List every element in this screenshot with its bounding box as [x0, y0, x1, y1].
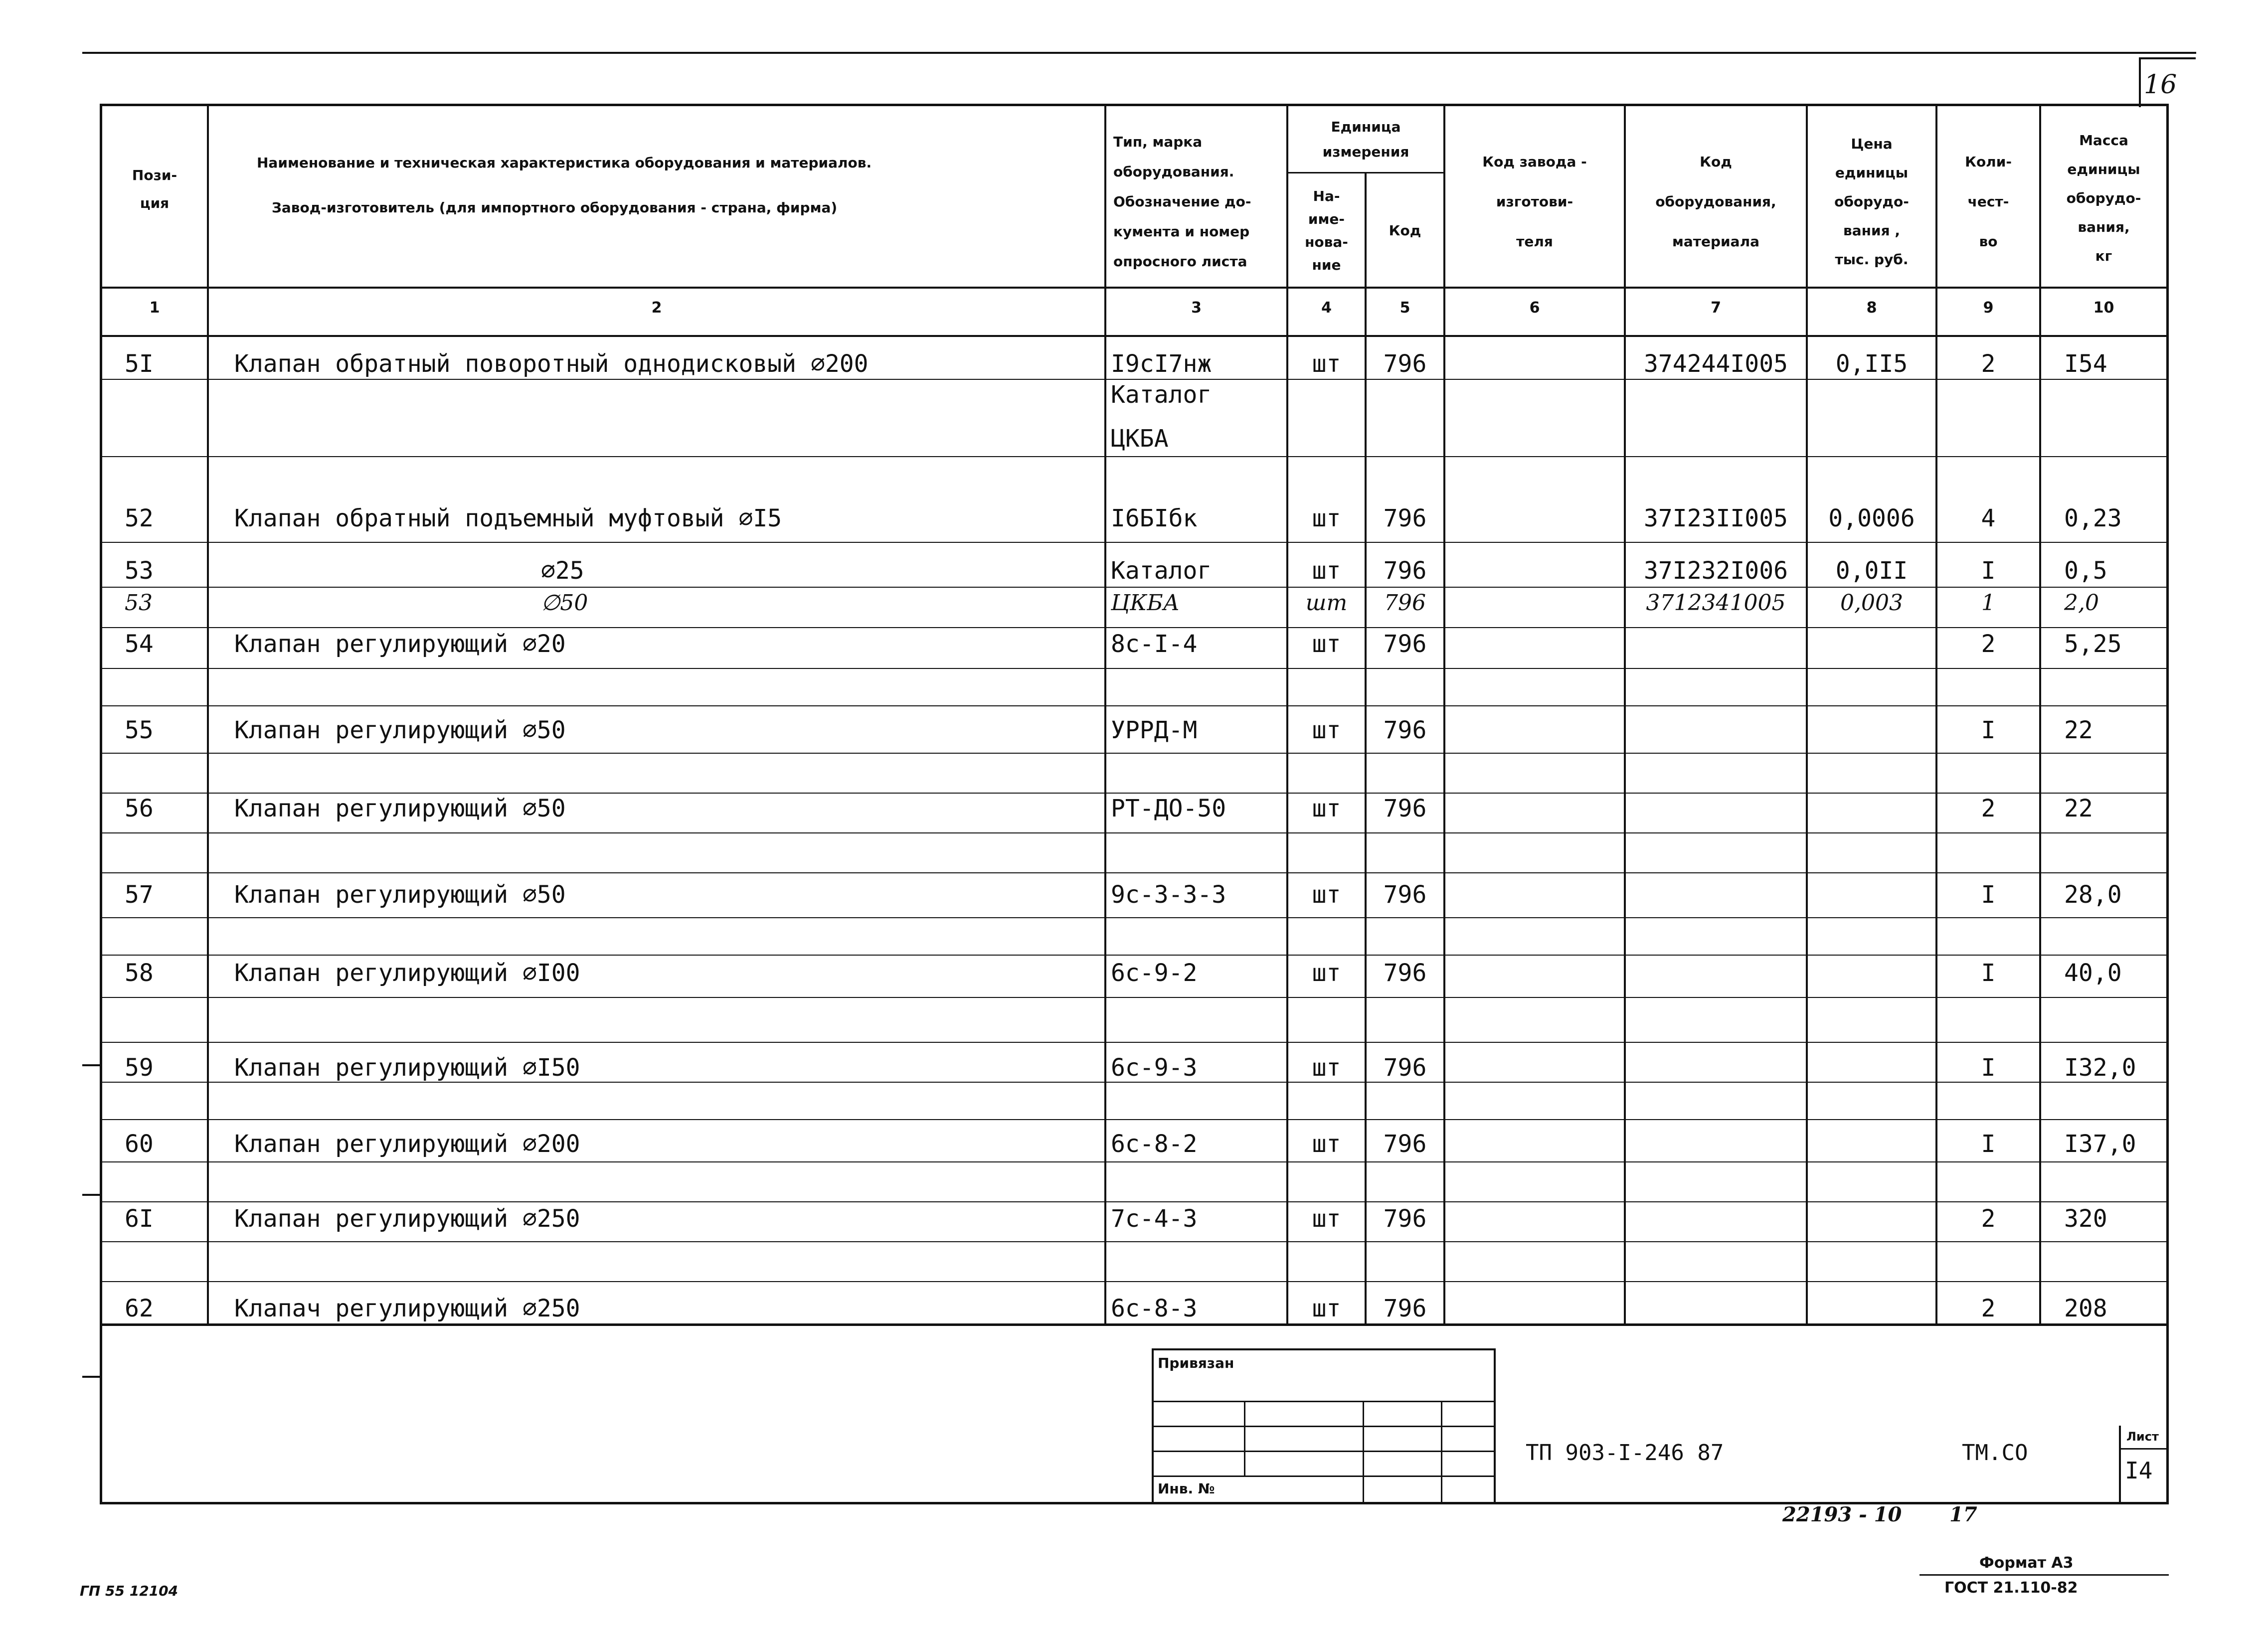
row-rule: [100, 955, 2169, 956]
cell-mass: 28,0: [2064, 881, 2122, 909]
cell-unit-code: 796: [1383, 557, 1427, 585]
footer-rule: [1919, 1574, 2169, 1576]
corner-box-top: [2141, 57, 2196, 59]
cell-price: 0,0006: [1828, 504, 1915, 532]
cell-type: 6с-8-2: [1111, 1130, 1198, 1158]
row-rule: [100, 1241, 2169, 1242]
stamp-rule: [1152, 1451, 1496, 1452]
cell-quantity: I: [1981, 557, 1996, 585]
cell-mass: 0,23: [2064, 504, 2122, 532]
cell-position: 6I: [125, 1205, 154, 1233]
cell-equipment-code: 37I23II005: [1644, 504, 1788, 532]
col-sep-6: [1624, 104, 1626, 1325]
header-quantity: Коли- чест- во: [1965, 154, 2012, 250]
cell-quantity: I: [1981, 1054, 1996, 1082]
corner-box-left: [2139, 57, 2141, 107]
row-rule: [100, 542, 2169, 543]
cell-mass: 40,0: [2064, 959, 2122, 987]
col-sep-9: [2039, 104, 2041, 1325]
cell-name: Клапан обратный подъемный муфтовый ∅I5: [234, 504, 782, 532]
cell-quantity: 1: [1981, 590, 1995, 616]
stamp-col: [1441, 1401, 1442, 1503]
colnum-8: 8: [1866, 299, 1877, 317]
top-rule: [82, 52, 2196, 54]
stamp-col: [1363, 1401, 1364, 1503]
cell-type: 8с-I-4: [1111, 630, 1198, 658]
cell-unit-code: 796: [1383, 1205, 1427, 1233]
row-rule: [100, 1281, 2169, 1282]
sheet-box-rule: [2119, 1448, 2169, 1450]
cell-unit-code: 796: [1383, 350, 1427, 378]
cell-position: 60: [125, 1130, 154, 1158]
stamp-rule: [1152, 1475, 1496, 1477]
cell-quantity: 2: [1981, 1205, 1996, 1233]
cell-equipment-code: 37I232I006: [1644, 557, 1788, 585]
col-sep-5: [1443, 104, 1445, 1325]
cell-position: 56: [125, 795, 154, 822]
col-sep-7: [1806, 104, 1808, 1325]
cell-unit: шт: [1312, 1130, 1341, 1158]
cell-unit: шт: [1312, 630, 1341, 658]
row-rule: [100, 587, 2169, 588]
sheet-value: I4: [2125, 1457, 2153, 1484]
footer-format: Формат А3: [1979, 1554, 2074, 1572]
stamp-col: [1244, 1401, 1245, 1475]
cell-type: ЦКБА: [1111, 425, 1169, 453]
colnum-2: 2: [651, 299, 662, 317]
row-rule: [100, 1201, 2169, 1202]
cell-position: 5I: [125, 350, 154, 378]
cell-name: Клапан регулирующий ∅20: [234, 630, 566, 658]
margin-tick: [82, 1064, 102, 1066]
row-rule: [100, 832, 2169, 833]
stamp-top: [1152, 1348, 1496, 1350]
cell-name: Клапан регулирующий ∅50: [234, 881, 566, 909]
cell-type: Каталог: [1111, 381, 1212, 409]
header-unit-group: Единица измерения: [1322, 119, 1409, 160]
row-rule: [100, 627, 2169, 628]
cell-unit: шт: [1312, 1205, 1341, 1233]
cell-equipment-code: 3712341005: [1646, 590, 1786, 616]
cell-name: ∅25: [541, 557, 584, 585]
row-rule: [100, 1161, 2169, 1162]
cell-unit-code: 796: [1383, 1295, 1427, 1322]
cell-position: 52: [125, 504, 154, 532]
header-name-line1: Наименование и техническая характеристика оборудования и материалов.: [257, 155, 872, 171]
header-unit-name: На- име- нова- ние: [1305, 187, 1348, 273]
row-rule: [100, 1119, 2169, 1120]
cell-unit-code: 796: [1383, 795, 1427, 822]
cell-position: 57: [125, 881, 154, 909]
colnum-3: 3: [1191, 299, 1202, 317]
colnum-6: 6: [1529, 299, 1540, 317]
cell-name: Клапан регулирующий ∅50: [234, 795, 566, 822]
row-rule: [100, 753, 2169, 754]
row-rule: [100, 1042, 2169, 1043]
header-position: Пози- ция: [132, 167, 177, 211]
stamp-inv-label: Инв. №: [1158, 1480, 1215, 1497]
cell-type: 6с-9-3: [1111, 1054, 1198, 1082]
col-sep-1: [207, 104, 209, 1325]
colnum-10: 10: [2093, 299, 2114, 317]
cell-type: РТ-ДО-50: [1111, 795, 1226, 822]
footer-left-code: ГП 55 12104: [80, 1583, 178, 1599]
cell-unit: шт: [1312, 1054, 1341, 1082]
cell-quantity: 4: [1981, 504, 1996, 532]
row-rule: [100, 705, 2169, 706]
cell-name: Клапан обратный поворотный однодисковый ∅200: [234, 350, 869, 378]
cell-name: Клапан регулирующий ∅I50: [234, 1054, 580, 1082]
col-sep-2: [1104, 104, 1106, 1325]
cell-quantity: 2: [1981, 350, 1996, 378]
cell-mass: 5,25: [2064, 630, 2122, 658]
data-bottom: [100, 1323, 2169, 1326]
cell-type: 6с-8-3: [1111, 1295, 1198, 1322]
table-right: [2166, 104, 2169, 1504]
stamp-rule: [1152, 1401, 1496, 1402]
cell-type: УРРД-М: [1111, 716, 1198, 744]
cell-position: 58: [125, 959, 154, 987]
cell-name: Клапач регулирующий ∅250: [234, 1295, 580, 1322]
cell-equipment-code: 374244I005: [1644, 350, 1788, 378]
cell-unit-code: 796: [1383, 959, 1427, 987]
cell-unit-code: 796: [1383, 1054, 1427, 1082]
cell-type: ЦКБА: [1111, 590, 1180, 616]
sheet-box-left: [2119, 1426, 2121, 1503]
colnum-4: 4: [1321, 299, 1332, 317]
cell-mass: 2,0: [2064, 590, 2099, 616]
stamp-bound-label: Привязан: [1158, 1355, 1234, 1371]
margin-tick: [82, 1376, 102, 1378]
row-rule: [100, 872, 2169, 873]
cell-unit-code: 796: [1383, 716, 1427, 744]
header-equipment-code: Код оборудования, материала: [1655, 154, 1776, 250]
cell-mass: I32,0: [2064, 1054, 2136, 1082]
cell-mass: 320: [2064, 1205, 2107, 1233]
cell-name: ∅50: [541, 590, 588, 616]
row-rule: [100, 668, 2169, 669]
cell-unit: шт: [1312, 350, 1341, 378]
header-type: Тип, марка оборудования. Обозначение до- кумента и номер опросного листа: [1113, 134, 1251, 270]
cell-position: 53: [125, 590, 153, 616]
header-name-line2: Завод-изготовитель (для импортного оборудования - страна, фирма): [272, 199, 838, 216]
colnum-5: 5: [1399, 299, 1410, 317]
cell-mass: I37,0: [2064, 1130, 2136, 1158]
footer-gost: ГОСТ 21.110-82: [1944, 1579, 2078, 1597]
cell-unit: шт: [1312, 959, 1341, 987]
unit-group-rule: [1288, 172, 1443, 173]
cell-unit: шт: [1312, 716, 1341, 744]
cell-price: 0,II5: [1835, 350, 1908, 378]
cell-unit-code: 796: [1383, 881, 1427, 909]
colnum-1: 1: [149, 299, 160, 317]
cell-mass: 0,5: [2064, 557, 2107, 585]
handwritten-note-right: 17: [1949, 1503, 1977, 1526]
cell-unit-code: 796: [1383, 630, 1427, 658]
cell-name: Клапан регулирующий ∅50: [234, 716, 566, 744]
cell-unit-code: 796: [1383, 504, 1427, 532]
cell-price: 0,003: [1840, 590, 1903, 616]
cell-quantity: I: [1981, 959, 1996, 987]
cell-quantity: I: [1981, 1130, 1996, 1158]
cell-type: I6БIбк: [1111, 504, 1198, 532]
table-top: [100, 104, 2169, 106]
cell-name: Клапан регулирующий ∅200: [234, 1130, 580, 1158]
cell-price: 0,0II: [1835, 557, 1908, 585]
cell-position: 62: [125, 1295, 154, 1322]
sheet-label: Лист: [2126, 1430, 2159, 1444]
stamp-mark: ТМ.СО: [1962, 1440, 2028, 1466]
cell-quantity: 2: [1981, 795, 1996, 822]
colnum-rule: [100, 335, 2169, 337]
stamp-rule: [1152, 1426, 1496, 1427]
header-price: Цена единицы оборудо- вания , тыс. руб.: [1834, 136, 1909, 268]
cell-unit: шт: [1312, 881, 1341, 909]
cell-mass: 22: [2064, 795, 2093, 822]
cell-type: 7с-4-3: [1111, 1205, 1198, 1233]
stamp-doc-code: ТП 903-I-246 87: [1526, 1440, 1724, 1466]
cell-type: 6с-9-2: [1111, 959, 1198, 987]
cell-quantity: I: [1981, 881, 1996, 909]
row-rule: [100, 456, 2169, 457]
cell-quantity: I: [1981, 716, 1996, 744]
header-unit-code: Код: [1389, 222, 1421, 239]
cell-quantity: 2: [1981, 1295, 1996, 1322]
header-plant-code: Код завода - изготови- теля: [1482, 154, 1587, 250]
cell-position: 53: [125, 557, 154, 585]
cell-unit: шт: [1312, 504, 1341, 532]
cell-mass: I54: [2064, 350, 2107, 378]
cell-position: 54: [125, 630, 154, 658]
cell-unit-code: 796: [1383, 1130, 1427, 1158]
cell-type: Каталог: [1111, 557, 1212, 585]
header-mass: Масса единицы оборудо- вания, кг: [2066, 132, 2141, 264]
cell-name: Клапан регулирующий ∅250: [234, 1205, 580, 1233]
cell-name: Клапан регулирующий ∅I00: [234, 959, 580, 987]
colnum-9: 9: [1983, 299, 1994, 317]
corner-sheet-number: 16: [2144, 70, 2177, 100]
colnum-7: 7: [1711, 299, 1721, 317]
handwritten-note-left: 22193 - 10: [1782, 1503, 1902, 1526]
cell-position: 59: [125, 1054, 154, 1082]
cell-type: I9cI7нж: [1111, 350, 1212, 378]
row-rule: [100, 917, 2169, 918]
cell-type: 9с-3-3-3: [1111, 881, 1226, 909]
cell-unit: шт: [1312, 557, 1341, 585]
cell-quantity: 2: [1981, 630, 1996, 658]
cell-unit-code: 796: [1384, 590, 1426, 616]
cell-mass: 208: [2064, 1295, 2107, 1322]
cell-position: 55: [125, 716, 154, 744]
margin-tick: [82, 1194, 102, 1196]
cell-unit: шт: [1312, 1295, 1341, 1322]
row-rule: [100, 997, 2169, 998]
cell-unit: шт: [1312, 795, 1341, 822]
cell-unit: шт: [1305, 590, 1348, 616]
header-rule: [100, 287, 2169, 289]
cell-mass: 22: [2064, 716, 2093, 744]
